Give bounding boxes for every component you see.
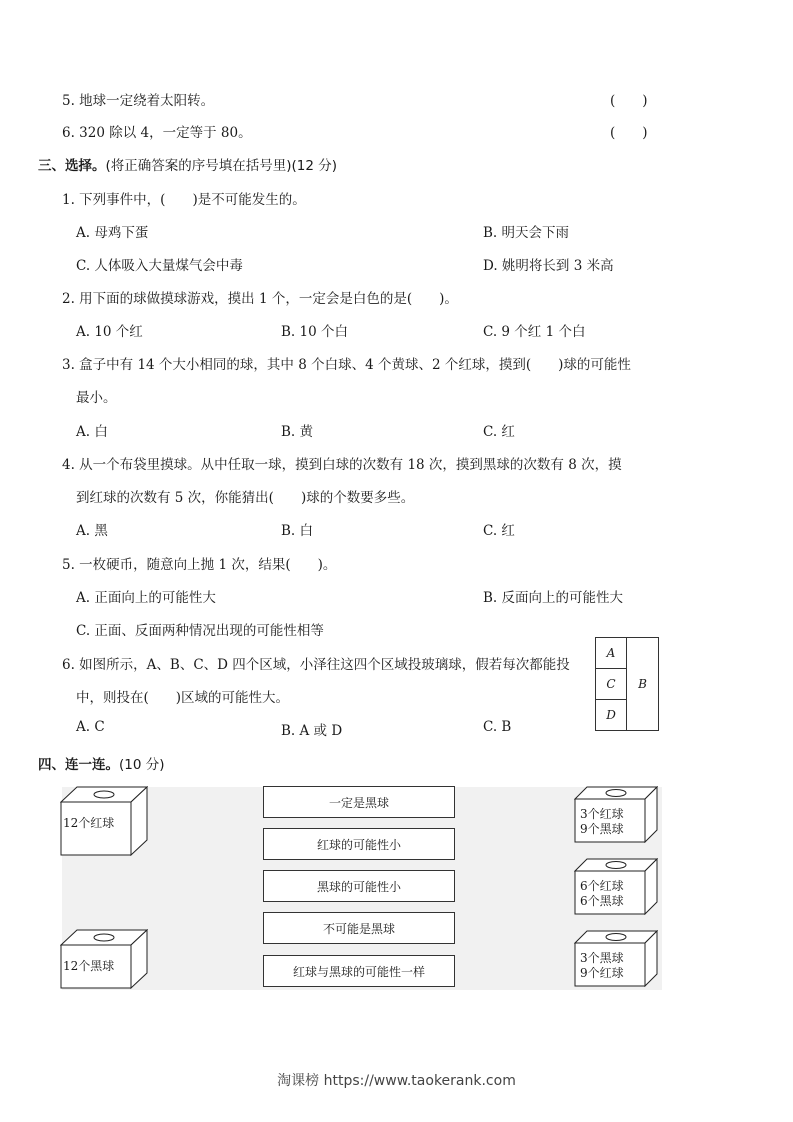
answer-paren-6: ( ) [610,125,648,141]
region-c: C [596,669,626,700]
statement-4: 不可能是黑球 [263,912,455,944]
left-box-2 [60,929,148,989]
q6-option-b: B. A 或 D [281,723,343,739]
statement-3: 黑球的可能性小 [263,870,455,902]
right-box-1-line-2: 9个黑球 [580,822,624,836]
q1-option-c: C. 人体吸入大量煤气会中毒 [76,258,243,274]
q2-option-c: C. 9 个红 1 个白 [483,324,586,340]
question-2-stem: 2. 用下面的球做摸球游戏，摸出 1 个，一定会是白色的是( )。 [62,291,458,307]
judge-item-6: 6. 320 除以 4，一定等于 80。 [62,125,252,141]
statement-5: 红球与黑球的可能性一样 [263,955,455,987]
section-3-heading [38,154,337,174]
left-box-1 [60,786,148,856]
question-4-stem: 4. 从一个布袋里摸球。从中任取一球，摸到白球的次数有 18 次，摸到黑球的次数有 8 次，摸 [62,457,622,473]
q4-option-a: A. 黑 [76,523,108,539]
right-box-3-line-1: 3个黑球 [580,951,624,965]
right-box-2-line-1: 6个红球 [580,879,624,893]
right-box-1 [574,786,658,843]
q1-option-b: B. 明天会下雨 [483,225,570,241]
section-4-note: (10 分) [119,757,165,773]
q5-option-c: C. 正面、反面两种情况出现的可能性相等 [76,623,324,639]
section-3-title: 三、选择。 [38,158,106,174]
q3-option-a: A. 白 [76,424,108,440]
right-box-2-line-2: 6个黑球 [580,894,624,908]
right-box-3-line-2: 9个红球 [580,966,624,980]
question-3-stem-cont: 最小。 [76,390,117,406]
region-d: D [606,708,616,722]
right-box-1-line-1: 3个红球 [580,807,624,821]
statement-2: 红球的可能性小 [263,828,455,860]
question-6-stem: 6. 如图所示，A、B、C、D 四个区域，小泽往这四个区域投玻璃球，假若每次都能投 [62,657,570,673]
region-figure [595,637,659,731]
question-1-stem: 1. 下列事件中，( )是不可能发生的。 [62,192,306,208]
q4-option-c: C. 红 [483,523,515,539]
q6-option-c: C. B [483,719,512,735]
right-box-2 [574,858,658,915]
question-6-stem-cont: 中，则投在( )区域的可能性大。 [76,690,290,706]
region-left-column [596,638,627,730]
region-a: A [596,638,626,669]
question-5-stem: 5. 一枚硬币，随意向上抛 1 次，结果( )。 [62,557,337,573]
q1-option-a: A. 母鸡下蛋 [76,225,149,241]
statement-1: 一定是黑球 [263,786,455,818]
q2-option-a: A. 10 个红 [76,324,143,340]
q4-option-b: B. 白 [281,523,314,539]
answer-paren-5: ( ) [610,93,648,109]
q6-option-a: A. C [76,719,105,735]
q3-option-c: C. 红 [483,424,515,440]
section-3-note: (将正确答案的序号填在括号里)(12 分) [105,158,338,174]
footer-watermark: 淘课榜 https://www.taokerank.com [277,1073,516,1089]
question-4-stem-cont: 到红球的次数有 5 次，你能猜出( )球的个数要多些。 [76,490,415,506]
left-box-1-label: 12个红球 [63,816,115,830]
section-4-heading [38,753,165,773]
section-4-title: 四、连一连。 [38,757,119,773]
q3-option-b: B. 黄 [281,424,314,440]
left-box-2-label: 12个黑球 [63,959,115,973]
q1-option-d: D. 姚明将长到 3 米高 [483,258,614,274]
q2-option-b: B. 10 个白 [281,324,348,340]
q5-option-a: A. 正面向上的可能性大 [76,590,216,606]
question-3-stem: 3. 盒子中有 14 个大小相同的球，其中 8 个白球、4 个黄球、2 个红球，摸到( )球的可能性 [62,357,631,373]
q5-option-b: B. 反面向上的可能性大 [483,590,624,606]
judge-item-5: 5. 地球一定绕着太阳转。 [62,93,215,109]
right-box-3 [574,930,658,987]
region-b: B [638,677,647,691]
